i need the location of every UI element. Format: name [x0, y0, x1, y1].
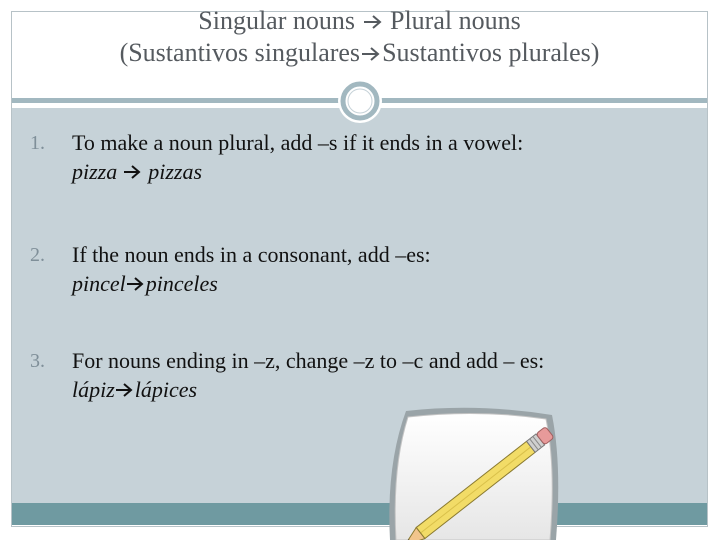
example-plural: lápices — [134, 377, 198, 402]
right-arrow-icon — [360, 45, 382, 63]
rule-text: For nouns ending in –z, change –z to –c and add – es: — [72, 348, 545, 373]
list-item — [30, 346, 700, 404]
footer-bar — [12, 503, 707, 525]
right-arrow-icon — [115, 382, 135, 398]
right-arrow-icon — [123, 164, 143, 180]
rule-text: To make a noun plural, add –s if it ends in a vowel: — [72, 130, 524, 155]
circle-ring-icon — [338, 79, 382, 123]
pencil-icon — [384, 405, 574, 540]
title-line-1 — [11, 5, 708, 37]
example-singular: pincel — [72, 271, 126, 296]
right-arrow-icon — [126, 276, 146, 292]
title-line-2 — [11, 37, 708, 69]
list-item — [30, 128, 700, 186]
rule-text: If the noun ends in a consonant, add –es: — [72, 242, 431, 267]
slide-title — [11, 5, 708, 69]
list-item — [30, 240, 700, 298]
title-plural-es: Sustantivos plurales) — [382, 38, 600, 67]
example-singular: pizza — [72, 159, 123, 184]
right-arrow-icon — [362, 13, 384, 31]
list-number: 2. — [30, 244, 45, 266]
example-plural: pizzas — [142, 159, 203, 184]
list-number: 3. — [30, 350, 45, 372]
list-number: 1. — [30, 132, 45, 154]
example-singular: lápiz — [72, 377, 115, 402]
title-singular: Singular nouns — [198, 6, 355, 35]
example-plural: pinceles — [145, 271, 218, 296]
title-plural: Plural nouns — [390, 6, 521, 35]
title-singular-es: (Sustantivos singulares — [119, 38, 361, 67]
